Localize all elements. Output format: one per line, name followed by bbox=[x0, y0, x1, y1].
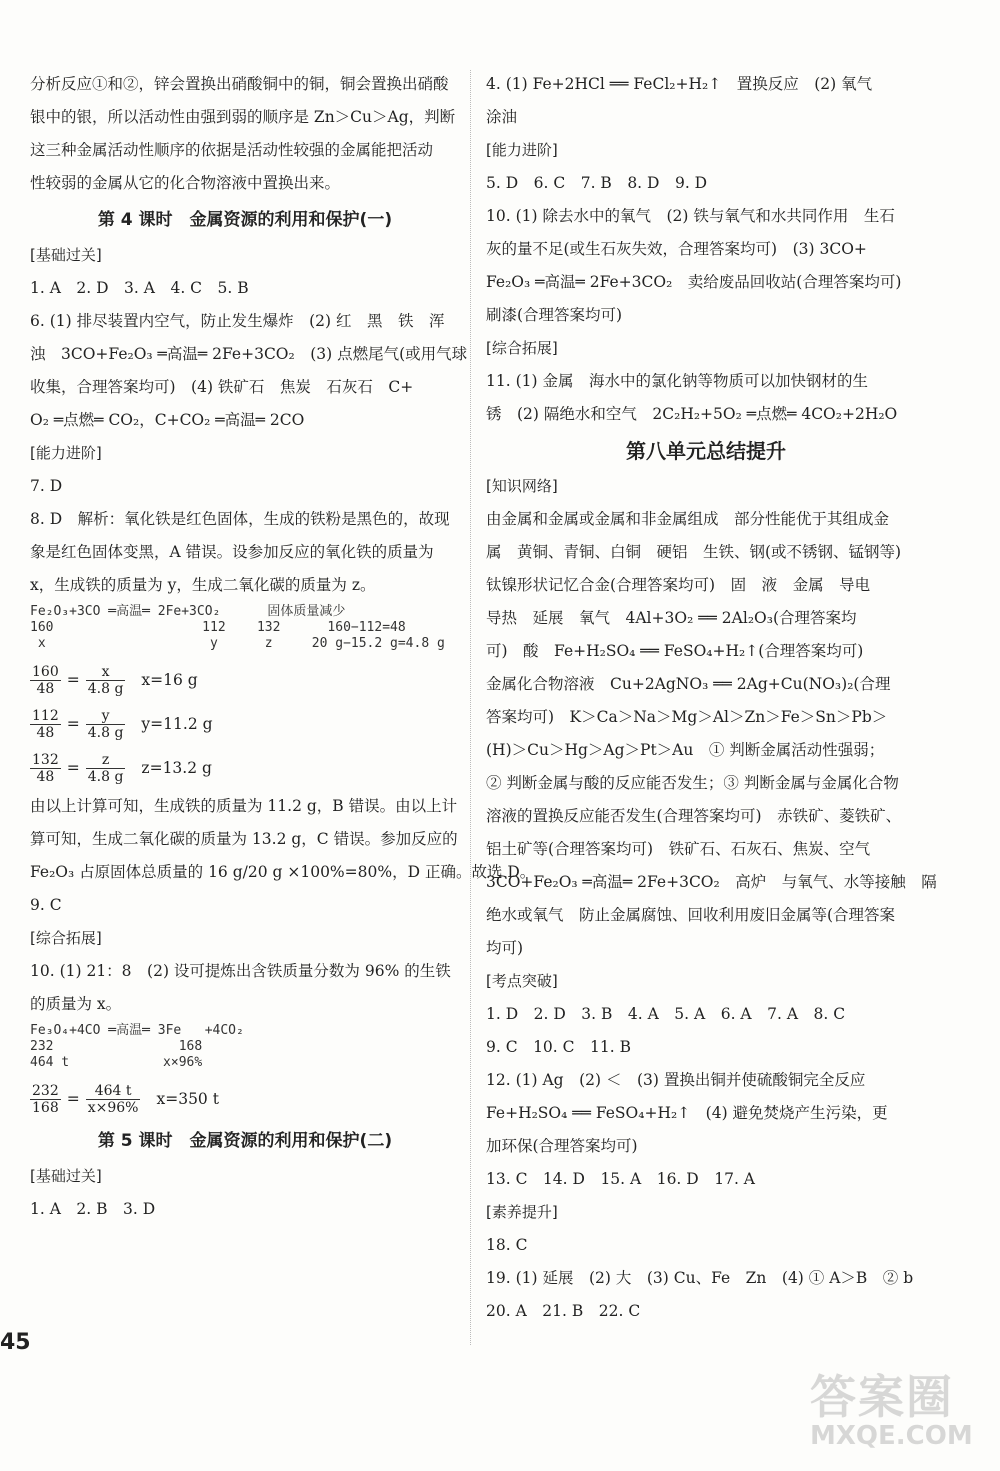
section-comprehensive: [综合拓展] bbox=[30, 929, 102, 947]
answer-line: 算可知，生成二氧化碳的质量为 13.2 g，C 错误。参加反应的 bbox=[30, 830, 458, 848]
fraction: $\frac{x}{4.8 g}$ bbox=[87, 663, 124, 697]
network-line: 答案均可) K＞Ca＞Na＞Mg＞Al＞Zn＞Fe＞Sn＞Pb＞ bbox=[486, 708, 888, 726]
answer-line: 刷漆(合理答案均可) bbox=[486, 306, 623, 324]
answer-line: 18. C bbox=[486, 1236, 528, 1254]
answer-line: 19. (1) 延展 (2) 大 (3) Cu、Fe Zn (4) ① A＞B ② b bbox=[486, 1269, 914, 1287]
network-line: ② 判断金属与酸的反应能否发生；③ 判断金属与金属化合物 bbox=[486, 774, 899, 792]
equation-line: 160 112 132 160−112=48 bbox=[30, 620, 406, 635]
answer-line: 涂油 bbox=[486, 108, 518, 126]
answer-line: O₂ ═点燃═ CO₂，C+CO₂ ═高温═ 2CO bbox=[30, 411, 305, 429]
answer-line: 锈 (2) 隔绝水和空气 2C₂H₂+5O₂ ═点燃═ 4CO₂+2H₂O bbox=[486, 405, 898, 423]
network-line: 铝土矿等(合理答案均可) 铁矿石、石灰石、焦炭、空气 bbox=[486, 840, 871, 858]
network-line: 均可) bbox=[486, 939, 524, 957]
fraction: $\frac{232}{168}$ bbox=[32, 1082, 59, 1116]
equation-line: x y z 20 g−15.2 g=4.8 g bbox=[30, 636, 445, 651]
equation-block bbox=[30, 604, 460, 652]
answer-line: Fe+H₂SO₄ ══ FeSO₄+H₂↑ (4) 避免焚烧产生污染，更 bbox=[486, 1104, 888, 1122]
answer-line: 由以上计算可知，生成铁的质量为 11.2 g，B 错误。由以上计 bbox=[30, 797, 458, 815]
network-line: (H)＞Cu＞Hg＞Ag＞Pt＞Au ① 判断金属活动性强弱； bbox=[486, 741, 885, 759]
network-line: 绝水或氧气 防止金属腐蚀、回收利用废旧金属等(合理答案 bbox=[486, 906, 896, 924]
network-line: 导热 延展 氧气 4Al+3O₂ ══ 2Al₂O₃(合理答案均 bbox=[486, 609, 857, 627]
equation-line: 464 t x×96% bbox=[30, 1055, 203, 1070]
section-ability: [能力进阶] bbox=[30, 444, 102, 462]
answer-line: 1. D 2. D 3. B 4. A 5. A 6. A 7. A 8. C bbox=[486, 1005, 846, 1023]
intro-line: 这三种金属活动性顺序的依据是活动性较强的金属能把活动 bbox=[30, 141, 434, 159]
network-line: 属 黄铜、青铜、白铜 硬铝 生铁、钢(或不锈钢、锰钢等) bbox=[486, 543, 902, 561]
unit-summary-title: 第八单元总结提升 bbox=[626, 439, 786, 463]
answer-line: 加环保(合理答案均可) bbox=[486, 1137, 638, 1155]
proportion-row: $\frac{232}{168}$ = $\frac{464 t}{x\times 96\%}$ x=350 t bbox=[32, 1082, 219, 1116]
result: z=13.2 g bbox=[141, 758, 212, 777]
section-exam-points: [考点突破] bbox=[486, 972, 558, 990]
lesson4-title: 第 4 课时 金属资源的利用和保护(一) bbox=[97, 210, 393, 230]
answer-line: 灰的量不足(或生石灰失效，合理答案均可) (3) 3CO+ bbox=[486, 240, 867, 258]
intro-line: 分析反应①和②，锌会置换出硝酸铜中的铜，铜会置换出硝酸 bbox=[30, 75, 449, 93]
equation-block bbox=[30, 1023, 460, 1071]
answer-line: 象是红色固体变黑，A 错误。设参加反应的氧化铁的质量为 bbox=[30, 543, 434, 561]
proportion-row: $\frac{112}{48}$ = $\frac{y}{4.8 g}$ y=11.2 g bbox=[32, 707, 213, 741]
answer-line: x，生成铁的质量为 y，生成二氧化碳的质量为 z。 bbox=[30, 576, 376, 594]
answer-line: 4. (1) Fe+2HCl ══ FeCl₂+H₂↑ 置换反应 (2) 氧气 bbox=[486, 75, 873, 93]
equation-line: Fe₂O₃+3CO ═高温═ 2Fe+3CO₂ 固体质量减少 bbox=[30, 604, 346, 619]
answer-line: 1. A 2. B 3. D bbox=[30, 1200, 156, 1218]
proportion-row: $\frac{160}{48}$ = $\frac{x}{4.8 g}$ x=16 g bbox=[32, 663, 198, 697]
network-line: 金属化合物溶液 Cu+2AgNO₃ ══ 2Ag+Cu(NO₃)₂(合理 bbox=[486, 675, 891, 693]
network-line: 钛镍形状记忆合金(合理答案均可) 固 液 金属 导电 bbox=[486, 576, 871, 594]
equation-line: Fe₃O₄+4CO ═高温═ 3Fe +4CO₂ bbox=[30, 1023, 244, 1038]
answer-line: 浊 3CO+Fe₂O₃ ═高温═ 2Fe+3CO₂ (3) 点燃尾气(或用气球 bbox=[30, 345, 468, 363]
right-column bbox=[486, 68, 937, 1328]
watermark-title: 答案圈 bbox=[810, 1370, 954, 1424]
fraction: $\frac{464 t}{x\times 96\%}$ bbox=[87, 1082, 139, 1116]
answer-line: 9. C 10. C 11. B bbox=[486, 1038, 631, 1056]
answer-line: 12. (1) Ag (2) ＜ (3) 置换出铜并使硫酸铜完全反应 bbox=[486, 1071, 866, 1089]
network-line: 3CO+Fe₂O₃ ═高温═ 2Fe+3CO₂ 高炉 与氧气、水等接触 隔 bbox=[486, 873, 937, 891]
section-comprehensive: [综合拓展] bbox=[486, 339, 558, 357]
answer-line: 20. A 21. B 22. C bbox=[486, 1302, 641, 1320]
result: x=16 g bbox=[141, 670, 198, 689]
answer-line: 1. A 2. D 3. A 4. C 5. B bbox=[30, 279, 249, 297]
answer-line: 的质量为 x。 bbox=[30, 995, 122, 1013]
watermark-logo bbox=[810, 1361, 980, 1461]
network-line: 由金属和金属或金属和非金属组成 部分性能优于其组成金 bbox=[486, 510, 890, 528]
page-number: 45 bbox=[0, 1330, 31, 1355]
answer-line: Fe₂O₃ ═高温═ 2Fe+3CO₂ 卖给废品回收站(合理答案均可) bbox=[486, 273, 902, 291]
section-basic: [基础过关] bbox=[30, 1167, 102, 1185]
result: y=11.2 g bbox=[141, 714, 213, 733]
answer-line: 8. D 解析：氧化铁是红色固体，生成的铁粉是黑色的，故现 bbox=[30, 510, 450, 528]
answer-line: 收集，合理答案均可) (4) 铁矿石 焦炭 石灰石 C+ bbox=[30, 378, 414, 396]
equation-line: 232 168 bbox=[30, 1039, 203, 1054]
answer-line: 9. C bbox=[30, 896, 62, 914]
lesson5-title: 第 5 课时 金属资源的利用和保护(二) bbox=[97, 1131, 393, 1151]
section-basic: [基础过关] bbox=[30, 246, 102, 264]
answer-line: 11. (1) 金属 海水中的氯化钠等物质可以加快钢材的生 bbox=[486, 372, 868, 390]
intro-line: 银中的银，所以活动性由强到弱的顺序是 Zn＞Cu＞Ag，判断 bbox=[30, 108, 456, 126]
answer-line: Fe₂O₃ 占原固体总质量的 16 g/20 g ×100%=80%，D 正确。故选 D。 bbox=[30, 863, 536, 881]
answer-line: 5. D 6. C 7. B 8. D 9. D bbox=[486, 174, 708, 192]
answer-line: 6. (1) 排尽装置内空气，防止发生爆炸 (2) 红 黑 铁 浑 bbox=[30, 312, 445, 330]
fraction: $\frac{112}{48}$ bbox=[32, 707, 59, 741]
section-literacy: [素养提升] bbox=[486, 1203, 558, 1221]
watermark-url: MXQE.COM bbox=[810, 1421, 973, 1451]
network-line: 溶液的置换反应能否发生(合理答案均可) 赤铁矿、菱铁矿、 bbox=[486, 807, 902, 825]
intro-line: 性较弱的金属从它的化合物溶液中置换出来。 bbox=[30, 174, 341, 192]
fraction: $\frac{y}{4.8 g}$ bbox=[87, 707, 124, 741]
section-ability: [能力进阶] bbox=[486, 141, 558, 159]
answer-line: 10. (1) 除去水中的氧气 (2) 铁与氧气和水共同作用 生石 bbox=[486, 207, 895, 225]
answer-line: 7. D bbox=[30, 477, 63, 495]
fraction: $\frac{z}{4.8 g}$ bbox=[87, 751, 124, 785]
result: x=350 t bbox=[156, 1089, 219, 1108]
section-knowledge-network: [知识网络] bbox=[486, 477, 558, 495]
proportion-row: $\frac{132}{48}$ = $\frac{z}{4.8 g}$ z=13.2 g bbox=[32, 751, 212, 785]
fraction: $\frac{160}{48}$ bbox=[32, 663, 59, 697]
fraction: $\frac{132}{48}$ bbox=[32, 751, 59, 785]
network-line: 可) 酸 Fe+H₂SO₄ ══ FeSO₄+H₂↑(合理答案均可) bbox=[486, 642, 864, 660]
answer-line: 13. C 14. D 15. A 16. D 17. A bbox=[486, 1170, 755, 1188]
answer-line: 10. (1) 21：8 (2) 设可提炼出含铁质量分数为 96% 的生铁 bbox=[30, 962, 451, 980]
column-divider bbox=[470, 70, 471, 1345]
